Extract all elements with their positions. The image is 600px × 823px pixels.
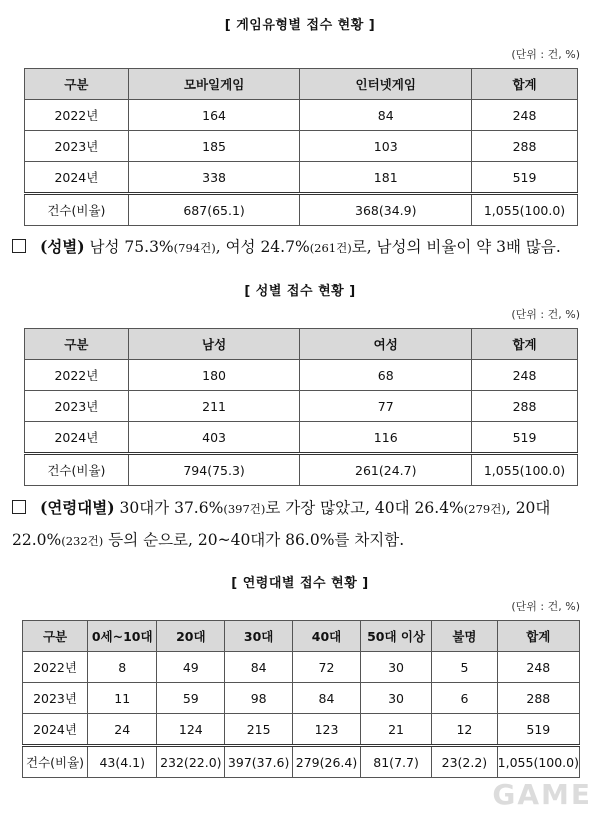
- header-cell: 0세~10대: [88, 621, 157, 652]
- age-unit-label: (단위 : 건, %): [511, 600, 580, 613]
- table-row: [25, 391, 578, 422]
- header-cell: 구분: [23, 621, 88, 652]
- table-cell: 519: [497, 714, 579, 746]
- header-cell: 합계: [497, 621, 579, 652]
- gender-summary-paragraph: [12, 231, 592, 264]
- table-cell: 21: [360, 714, 431, 746]
- header-cell: 50대 이상: [360, 621, 431, 652]
- table-row: [25, 422, 578, 454]
- table-cell: 519: [472, 422, 578, 454]
- header-cell: 구분: [25, 329, 129, 360]
- header-cell: 여성: [300, 329, 472, 360]
- table-header-row: [23, 621, 580, 652]
- table-cell: 123: [293, 714, 361, 746]
- table-cell: 288: [497, 683, 579, 714]
- table-row: [25, 360, 578, 391]
- table-cell: 288: [472, 131, 578, 162]
- table-cell: 248: [472, 100, 578, 131]
- table-cell: 2024년: [23, 714, 88, 746]
- header-cell: 40대: [293, 621, 361, 652]
- table-cell: 232(22.0): [157, 746, 225, 778]
- paragraph-text: 남성 75.3%: [84, 238, 174, 256]
- table-cell: 211: [128, 391, 300, 422]
- table-cell: 84: [293, 683, 361, 714]
- paragraph-count: (397건): [223, 502, 266, 516]
- table-cell: 12: [432, 714, 497, 746]
- checkbox-square-icon: [12, 239, 26, 253]
- table-cell: 2024년: [25, 422, 129, 454]
- table-header-row: [25, 329, 578, 360]
- table-total-row: [25, 194, 578, 226]
- header-cell: 합계: [472, 69, 578, 100]
- table-total-row: [25, 454, 578, 486]
- age-table-title: [ 연령대별 접수 현황 ]: [231, 576, 369, 591]
- header-cell: 20대: [157, 621, 225, 652]
- paragraph-count: (232건): [61, 534, 104, 548]
- gender-table-title: [ 성별 접수 현황 ]: [244, 284, 356, 299]
- table-cell: 68: [300, 360, 472, 391]
- table-header-row: [25, 69, 578, 100]
- table-cell: 261(24.7): [300, 454, 472, 486]
- table-cell: 1,055(100.0): [472, 454, 578, 486]
- table-row: [25, 162, 578, 194]
- paragraph-text: 로, 남성의 비율이 약 3배 많음.: [351, 238, 561, 256]
- table-cell: 2023년: [23, 683, 88, 714]
- table-cell: 5: [432, 652, 497, 683]
- table-cell: 2022년: [25, 100, 129, 131]
- gender-unit-label: (단위 : 건, %): [511, 308, 580, 321]
- header-cell: 합계: [472, 329, 578, 360]
- table-row: [25, 100, 578, 131]
- table-cell: 2024년: [25, 162, 129, 194]
- header-cell: 30대: [225, 621, 293, 652]
- header-cell: 구분: [25, 69, 129, 100]
- table-cell: 77: [300, 391, 472, 422]
- table-cell: 1,055(100.0): [497, 746, 579, 778]
- paragraph-text: 등의 순으로, 20~40대가 86.0%를 차지함.: [103, 531, 405, 549]
- age-table: [22, 620, 580, 778]
- paragraph-heading: (연령대별): [40, 498, 115, 517]
- table-cell: 288: [472, 391, 578, 422]
- table-cell: 180: [128, 360, 300, 391]
- paragraph-count: (279건): [463, 502, 506, 516]
- table-row: [23, 714, 580, 746]
- table-row: [23, 683, 580, 714]
- table-cell: 181: [300, 162, 472, 194]
- table-cell: 279(26.4): [293, 746, 361, 778]
- header-cell: 남성: [128, 329, 300, 360]
- table-cell: 164: [128, 100, 300, 131]
- header-cell: 불명: [432, 621, 497, 652]
- table-cell: 103: [300, 131, 472, 162]
- paragraph-count: (794건): [173, 241, 216, 255]
- table-cell: 43(4.1): [88, 746, 157, 778]
- table-cell: 519: [472, 162, 578, 194]
- paragraph-text: 로 가장 많았고, 40대 26.4%: [265, 499, 464, 517]
- table-cell: 건수(비율): [25, 454, 129, 486]
- table-total-row: [23, 746, 580, 778]
- table-row: [23, 652, 580, 683]
- table-cell: 2023년: [25, 131, 129, 162]
- header-cell: 인터넷게임: [300, 69, 472, 100]
- table-cell: 84: [225, 652, 293, 683]
- age-summary-paragraph: [12, 492, 592, 557]
- table-cell: 403: [128, 422, 300, 454]
- table-cell: 72: [293, 652, 361, 683]
- table-cell: 6: [432, 683, 497, 714]
- table-cell: 215: [225, 714, 293, 746]
- table-cell: 2022년: [25, 360, 129, 391]
- table-cell: 30: [360, 683, 431, 714]
- table-cell: 84: [300, 100, 472, 131]
- table-cell: 98: [225, 683, 293, 714]
- table-cell: 116: [300, 422, 472, 454]
- table-cell: 건수(비율): [23, 746, 88, 778]
- table-cell: 397(37.6): [225, 746, 293, 778]
- paragraph-text: 30대가 37.6%: [114, 499, 224, 517]
- table-cell: 49: [157, 652, 225, 683]
- table-cell: 248: [497, 652, 579, 683]
- gender-table: [24, 328, 578, 486]
- table-cell: 248: [472, 360, 578, 391]
- table-cell: 2023년: [25, 391, 129, 422]
- watermark-logo: GAME: [492, 778, 592, 811]
- table-cell: 81(7.7): [360, 746, 431, 778]
- table-cell: 124: [157, 714, 225, 746]
- table-cell: 59: [157, 683, 225, 714]
- paragraph-text: , 20대 22.0%: [12, 499, 551, 549]
- table-cell: 794(75.3): [128, 454, 300, 486]
- game-type-unit-label: (단위 : 건, %): [511, 48, 580, 61]
- table-cell: 687(65.1): [128, 194, 300, 226]
- checkbox-square-icon: [12, 500, 26, 514]
- header-cell: 모바일게임: [128, 69, 300, 100]
- table-cell: 8: [88, 652, 157, 683]
- table-cell: 2022년: [23, 652, 88, 683]
- table-cell: 368(34.9): [300, 194, 472, 226]
- table-cell: 185: [128, 131, 300, 162]
- table-cell: 24: [88, 714, 157, 746]
- table-cell: 30: [360, 652, 431, 683]
- table-cell: 338: [128, 162, 300, 194]
- game-type-table: [24, 68, 578, 226]
- paragraph-text: , 여성 24.7%: [215, 238, 310, 256]
- paragraph-heading: (성별): [40, 237, 85, 256]
- table-cell: 23(2.2): [432, 746, 497, 778]
- table-cell: 1,055(100.0): [472, 194, 578, 226]
- table-cell: 건수(비율): [25, 194, 129, 226]
- table-cell: 11: [88, 683, 157, 714]
- paragraph-count: (261건): [309, 241, 352, 255]
- game-type-table-title: [ 게임유형별 접수 현황 ]: [224, 18, 376, 33]
- table-row: [25, 131, 578, 162]
